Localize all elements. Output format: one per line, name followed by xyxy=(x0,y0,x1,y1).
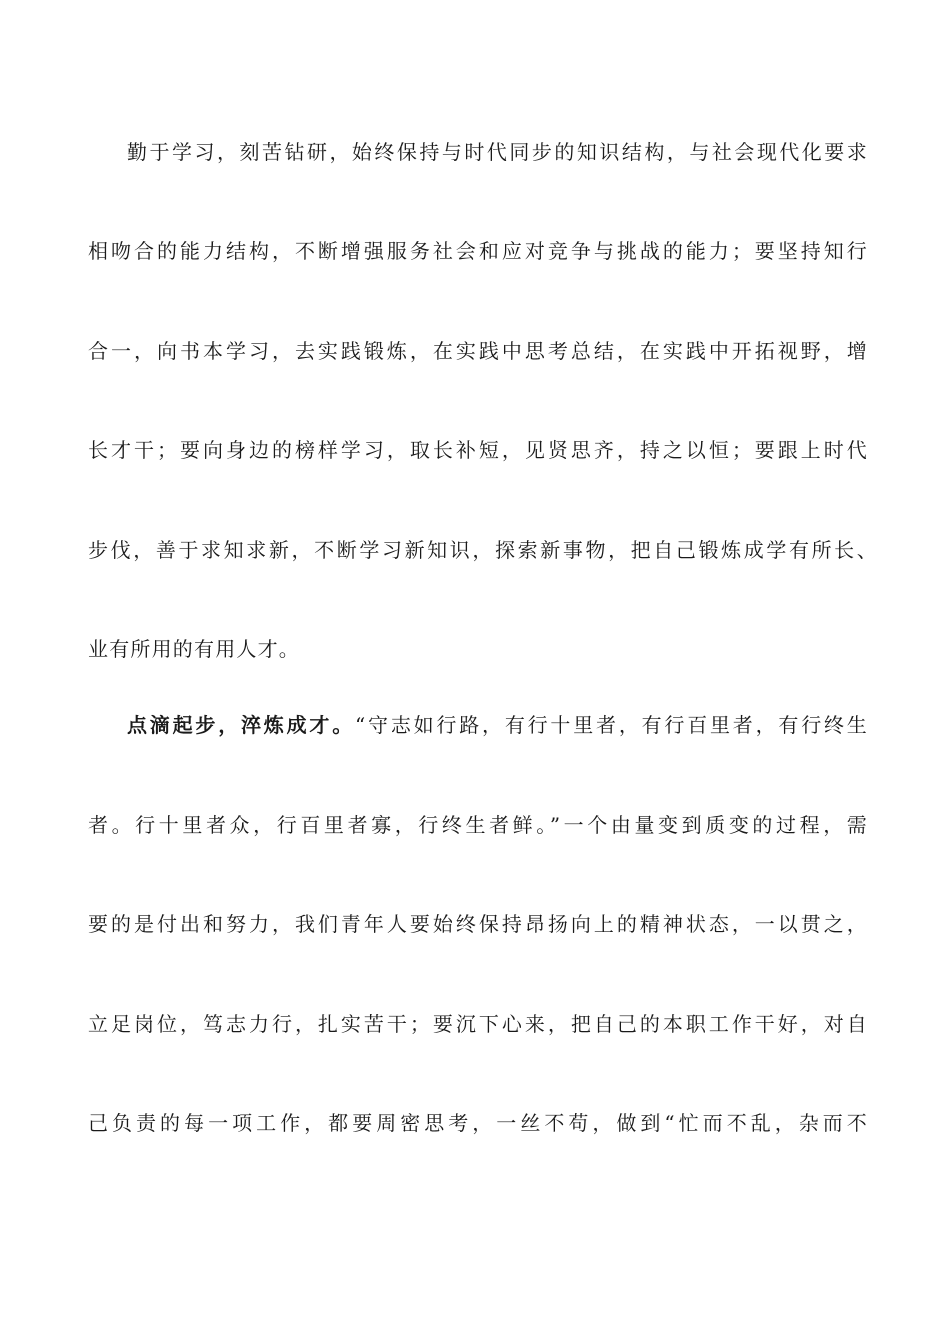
paragraph-1-line-2: 相吻合的能力结构，不断增强服务社会和应对竞争与挑战的能力；要坚持知行 xyxy=(88,239,868,263)
paragraph-1-line-3: 合一，向书本学习，去实践锻炼，在实践中思考总结，在实践中开拓视野，增 xyxy=(88,339,868,363)
paragraph-1-line-1: 勤于学习，刻苦钻研，始终保持与时代同步的知识结构，与社会现代化要求 xyxy=(127,140,868,164)
paragraph-2-line-1-rest: “守志如行路，有行十里者，有行百里者，有行终生 xyxy=(355,713,869,737)
paragraph-2-line-1 xyxy=(127,710,868,740)
paragraph-1-line-5: 步伐，善于求知求新，不断学习新知识，探索新事物，把自己锻炼成学有所长、 xyxy=(88,538,878,562)
paragraph-2-line-4: 立足岗位，笃志力行，扎实苦干；要沉下心来，把自己的本职工作干好，对自 xyxy=(88,1012,868,1036)
paragraph-1-line-6: 业有所用的有用人才。 xyxy=(88,637,300,661)
paragraph-2-line-2: 者。行十里者众，行百里者寡，行终生者鲜。”一个由量变到质变的过程，需 xyxy=(88,813,868,837)
paragraph-1-line-4: 长才干；要向身边的榜样学习，取长补短，见贤思齐，持之以恒；要跟上时代 xyxy=(88,438,868,462)
paragraph-2-line-3: 要的是付出和努力，我们青年人要始终保持昂扬向上的精神状态，一以贯之， xyxy=(88,912,868,936)
paragraph-2-lead: 点滴起步，淬炼成才。 xyxy=(127,713,355,737)
paragraph-2-line-5: 己负责的每一项工作，都要周密思考，一丝不苟，做到“忙而不乱，杂而不 xyxy=(88,1111,868,1135)
